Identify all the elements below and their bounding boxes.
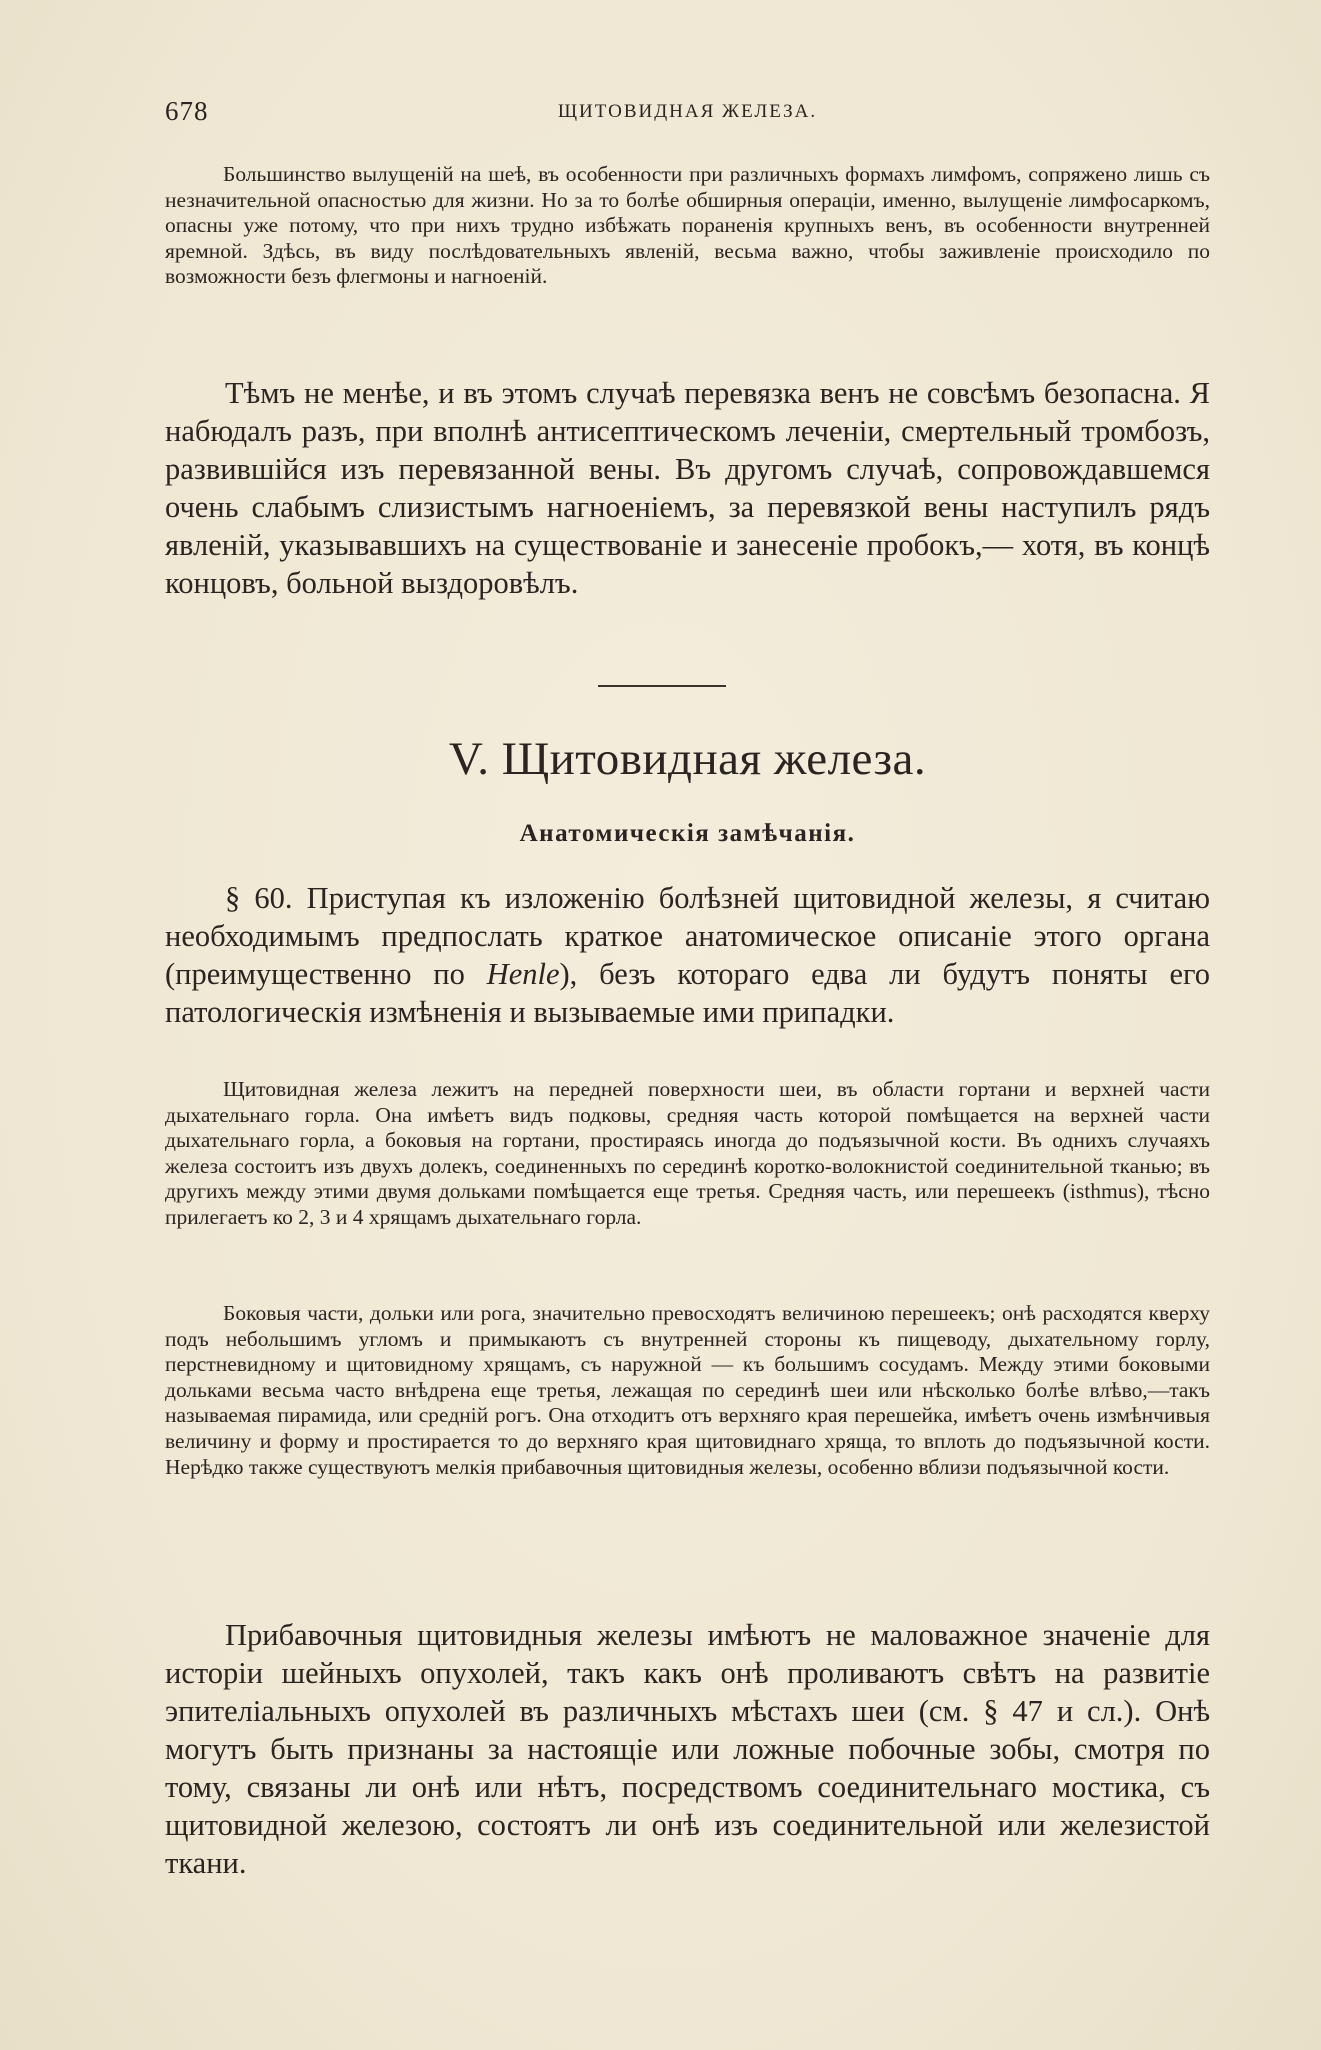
running-head [165, 96, 1210, 136]
paragraph-small-2 [165, 1077, 1210, 1231]
paragraph-text-part: ), безъ котораго едва ли будутъ поняты его патологическія измѣненія и вызываемые ими припадки. [165, 957, 1211, 1029]
paragraph-large-2 [165, 879, 1210, 1031]
author-name: Henle [486, 957, 560, 991]
paragraph-text [165, 879, 1210, 1031]
chapter-title: V. Щитовидная железа. [448, 733, 927, 785]
paragraph-large-3 [165, 1616, 1210, 1882]
running-title: ЩИТОВИДНАЯ ЖЕЛЕЗА. [557, 101, 818, 122]
paragraph-large-1 [165, 374, 1210, 602]
paragraph-text: Прибавочныя щитовидныя железы имѣютъ не маловажное значеніе для исторіи шейныхъ опухолей, такъ какъ онѣ проливаютъ свѣтъ на развитіе эпителіальныхъ опухолей въ различныхъ мѣстахъ шеи (см. § 47 и сл.). Онѣ могутъ быть признаны за настоящіе или ложные побочные зобы, смотря по тому, связаны ли онѣ или нѣтъ, посредствомъ соединительнаго мостика, съ щитовидной железою, состоятъ ли онѣ изъ соединительной или железистой ткани. [165, 1618, 1210, 1880]
paragraph-small-1 [165, 162, 1210, 290]
paragraph-text: Боковыя части, дольки или рога, значительно превосходятъ величиною перешеекъ; онѣ расходятся кверху подъ небольшимъ угломъ и примыкаютъ съ внутренней стороны къ пищеводу, дыхательному горлу, перстневидному и щитовидному хрящамъ, съ наружной — къ большимъ сосудамъ. Между этими боковыми дольками весьма часто внѣдрена еще третья, лежащая по серединѣ шеи или нѣсколько болѣе влѣво,—такъ называемая пирамида, или средній рогъ. Она отходитъ отъ верхняго края перешейка, имѣетъ очень измѣнчивыя величину и форму и простирается то до верхняго края щитовиднаго хряща, то вплоть до подъязычной кости. Нерѣдко также существуютъ мелкія прибавочныя щитовидныя железы, особенно вблизи подъязычной кости. [165, 1301, 1210, 1479]
paragraph-text-part: § 60. Приступая къ изложенію болѣзней щитовидной железы, я считаю необходимымъ предпослать краткое анатомическое описаніе этого органа (преимущественно по [165, 881, 1210, 991]
section-divider [598, 685, 726, 687]
paragraph-text: Щитовидная железа лежитъ на передней поверхности шеи, въ области гортани и верхней части дыхательнаго горла. Она имѣетъ видъ подковы, средняя часть которой помѣщается на верхней части дыхательнаго горла, а боковыя на гортани, простираясь иногда до подъязычной кости. Въ однихъ случаяхъ железа состоитъ изъ двухъ долекъ, соединенныхъ по серединѣ коротко-волокнистой соединительной тканью; въ другихъ между этими двумя дольками помѣщается еще третья. Средняя часть, или перешеекъ (isthmus), тѣсно прилегаетъ ко 2, 3 и 4 хрящамъ дыхательнаго горла. [165, 1077, 1210, 1229]
section-subheading: Анатомическія замѣчанія. [519, 820, 856, 847]
paragraph-text: Большинство вылущеній на шеѣ, въ особенности при различныхъ формахъ лимфомъ, сопряжено лишь съ незначительной опасностью для жизни. Но за то болѣе обширныя операціи, именно, вылущеніе лимфосаркомъ, опасны уже потому, что при нихъ трудно избѣжать пораненія крупныхъ венъ, въ особенности внутренней яремной. Здѣсь, въ виду послѣдовательныхъ явленій, весьма важно, чтобы заживленіе происходило по возможности безъ флегмоны и нагноеній. [165, 162, 1210, 289]
paragraph-text: Тѣмъ не менѣе, и въ этомъ случаѣ перевязка венъ не совсѣмъ безопасна. Я набюдалъ разъ, при вполнѣ антисептическомъ леченіи, смертельный тромбозъ, развившійся изъ перевязанной вены. Въ другомъ случаѣ, сопровождавшемся очень слабымъ слизистымъ нагноеніемъ, за перевязкой вены наступилъ рядъ явленій, указывавшихъ на существованіе и занесеніе пробокъ,— хотя, въ концѣ концовъ, больной выздоровѣлъ. [165, 376, 1210, 600]
page-number: 678 [165, 96, 209, 126]
paragraph-small-3 [165, 1301, 1210, 1480]
